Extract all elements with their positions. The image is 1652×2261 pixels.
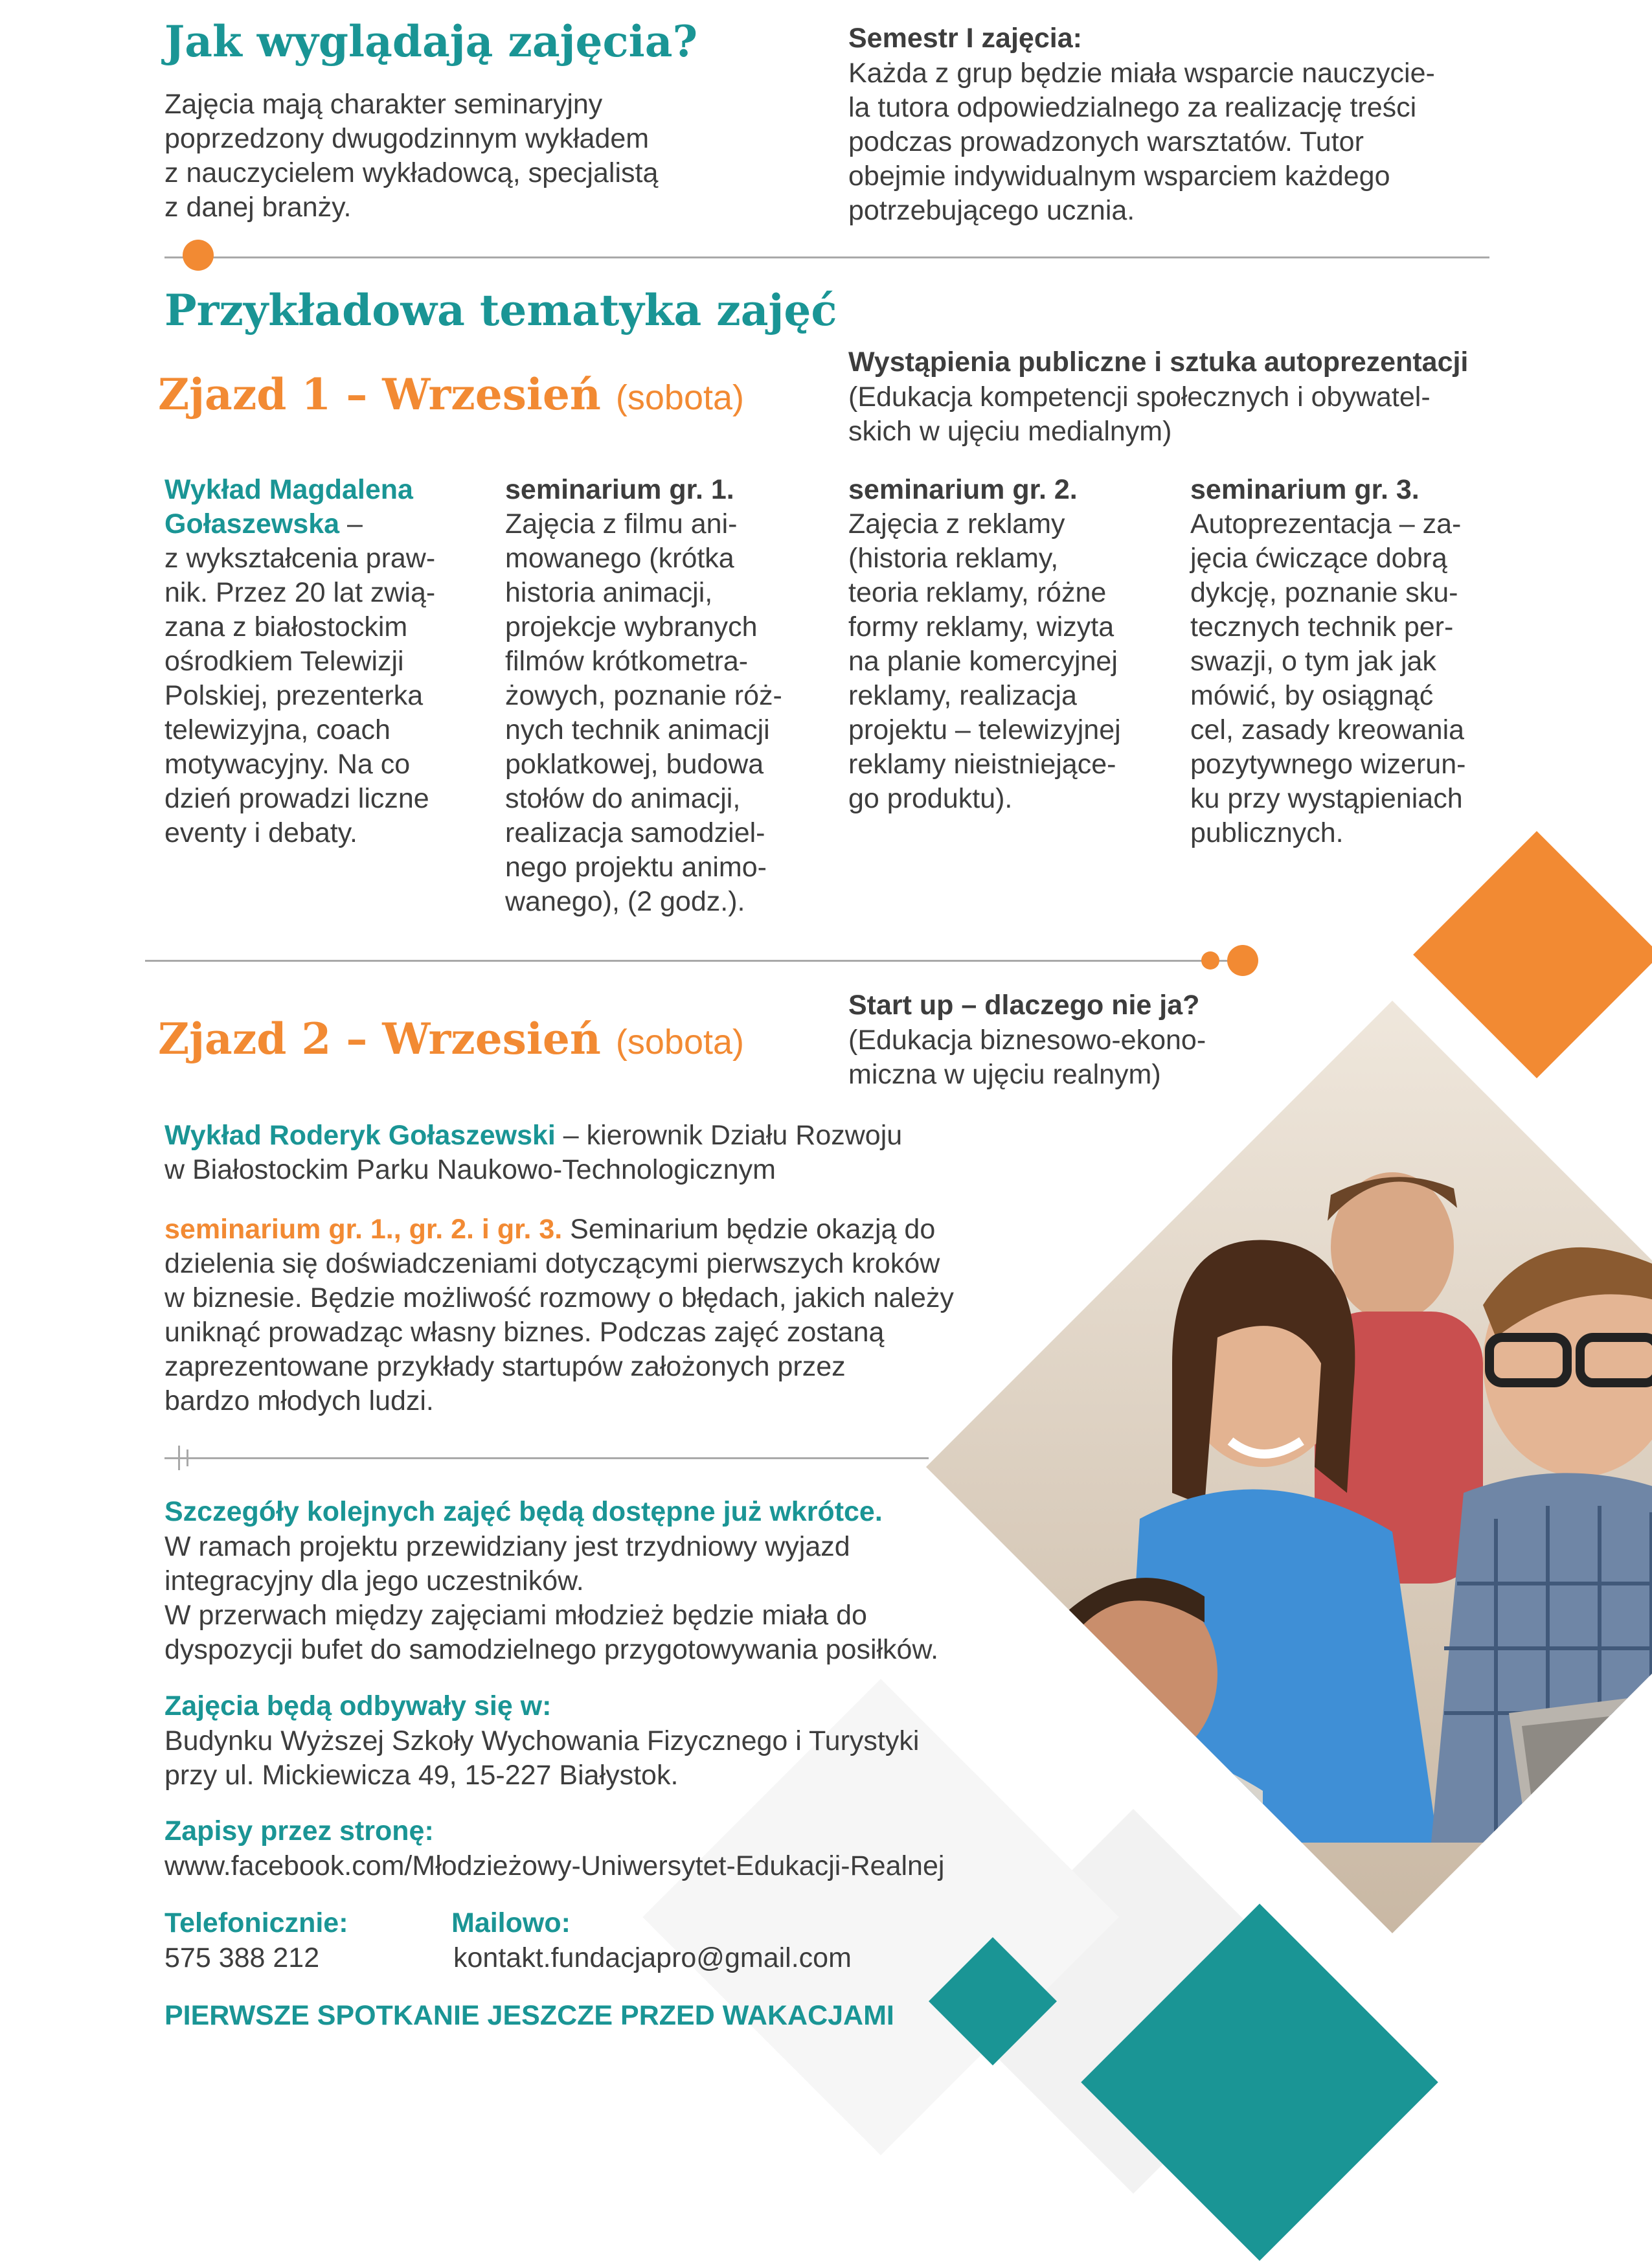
zjazd2-seminar xyxy=(164,1212,1032,1418)
zjazd1-sem2-title: seminarium gr. 2. xyxy=(848,474,1078,505)
zjazd2-lecture-text: – kierownik Działu Rozwoju w Białostockim Parku Naukowo-Technologicznym xyxy=(164,1120,903,1185)
intro-title: Jak wyglądają zajęcia? xyxy=(164,16,698,67)
zjazd2-lecture xyxy=(164,1119,1006,1187)
footer-note: PIERWSZE SPOTKANIE JESZCZE PRZED WAKACJAMI xyxy=(164,2000,894,2031)
zjazd1-title-text: Zjazd 1 – Wrzesień xyxy=(158,369,601,420)
zjazd1-sem1-text: Zajęcia z filmu ani- mowanego (krótka historia animacji, projekcje wybranych filmów krótkometra- żowych, poznanie róż- nych technik animacji poklatkowej, budowa stołów do animacji, realizacja samodziel- nego projektu animo- wanego), (2 godz.). xyxy=(505,508,782,917)
zjazd1-sem3-title: seminarium gr. 3. xyxy=(1190,474,1420,505)
divider-tick-1 xyxy=(178,1446,180,1470)
zjazd2-title-text: Zjazd 2 – Wrzesień xyxy=(158,1014,601,1064)
email-value[interactable]: kontakt.fundacjapro@gmail.com xyxy=(453,1942,852,1973)
zjazd1-title xyxy=(158,369,744,420)
semester-text: Każda z grup będzie miała wsparcie nauczycie- la tutora odpowiedzialnego za realizację treści podczas prowadzonych warsztatów. Tutor obejmie indywidualnym wsparciem każdego potrzebującego ucznia. xyxy=(848,58,1435,226)
location-text: Budynku Wyższej Szkoły Wychowania Fizycznego i Turystyki przy ul. Mickiewicza 49, 15-227 Białystok. xyxy=(164,1725,920,1791)
details-text: W ramach projektu przewidziany jest trzydniowy wyjazd integracyjny dla jego uczestników. W przerwach między zajęciami młodzież będzie miała do dyspozycji bufet do samodzielnego przygotowywania posiłków. xyxy=(164,1531,939,1665)
signup-url[interactable]: www.facebook.com/Młodzieżowy-Uniwersytet-Edukacji-Realnej xyxy=(164,1850,945,1881)
divider-3 xyxy=(164,1457,929,1459)
zjazd2-theme-title: Start up – dlaczego nie ja? xyxy=(848,990,1200,1021)
location-title: Zajęcia będą odbywały się w: xyxy=(164,1690,552,1721)
zjazd1-lecture xyxy=(164,473,488,850)
divider-tick-2 xyxy=(187,1449,188,1466)
divider-dot-small xyxy=(1201,951,1219,970)
divider-dot xyxy=(183,240,214,271)
zjazd1-sem2-text: Zajęcia z reklamy (historia reklamy, teoria reklamy, różne formy reklamy, wizyta na planie komercyjnej reklamy, realizacja projektu – telewizyjnej reklamy nieistniejące- go produktu). xyxy=(848,508,1121,814)
details-title: Szczegóły kolejnych zajęć będą dostępne już wkrótce. xyxy=(164,1496,883,1527)
zjazd1-seminar-1 xyxy=(505,473,829,919)
zjazd1-theme-title: Wystąpienia publiczne i sztuka autoprezentacji xyxy=(848,347,1469,378)
intro-text: Zajęcia mają charakter seminaryjny poprzedzony dwugodzinnym wykładem z nauczycielem wykładowcą, specjalistą z danej branży. xyxy=(164,89,659,223)
divider-2 xyxy=(145,960,1239,962)
email-title: Mailowo: xyxy=(451,1907,571,1938)
divider-1 xyxy=(164,256,1489,258)
phone-title: Telefonicznie: xyxy=(164,1907,348,1938)
zjazd1-lecture-text: z wykształcenia praw- nik. Przez 20 lat zwią- zana z białostockim ośrodkiem Telewizji Polskiej, prezenterka telewizyjna, coach motywacyjny. Na co dzień prowadzi liczne eventy i debaty. xyxy=(164,543,436,848)
zjazd1-lecture-name: Wykład Magdalena Gołaszewska xyxy=(164,474,413,540)
zjazd1-seminar-2 xyxy=(848,473,1185,816)
divider-dot-large xyxy=(1227,945,1258,976)
zjazd1-lecture-dash: – xyxy=(339,508,363,540)
students-photo xyxy=(926,1001,1652,1933)
zjazd2-sem-title: seminarium gr. 1., gr. 2. i gr. 3. xyxy=(164,1214,563,1245)
zjazd1-sem1-title: seminarium gr. 1. xyxy=(505,474,734,505)
topics-title: Przykładowa tematyka zajęć xyxy=(164,285,837,335)
zjazd2-lecture-name: Wykład Roderyk Gołaszewski xyxy=(164,1120,556,1151)
signup-title: Zapisy przez stronę: xyxy=(164,1815,434,1846)
semester-title: Semestr I zajęcia: xyxy=(848,23,1082,54)
zjazd2-sem-text: Seminarium będzie okazją do dzielenia się doświadczeniami dotyczącymi pierwszych kroków w biznesie. Będzie możliwość rozmowy o błędach, jakich należy uniknąć prowadząc własny biznes. Podczas zajęć zostaną zaprezentowane przykłady startupów założonych przez bardzo młodych ludzi. xyxy=(164,1214,954,1416)
students-photo-illustration xyxy=(926,1001,1652,1933)
zjazd2-title xyxy=(158,1014,744,1064)
phone-value[interactable]: 575 388 212 xyxy=(164,1942,320,1973)
zjazd2-theme-text: (Edukacja biznesowo-ekono- miczna w ujęciu realnym) xyxy=(848,1025,1206,1090)
zjazd1-sem3-text: Autoprezentacja – za- jęcia ćwiczące dobrą dykcję, poznanie sku- tecznych technik per- swazji, o tym jak jak mówić, by osiągnąć cel, zasady kreowania pozytywnego wizerun- ku przy wystąpieniach publicznych. xyxy=(1190,508,1466,848)
decor-diamond-orange xyxy=(1413,831,1652,1078)
zjazd2-day: (sobota) xyxy=(615,1023,745,1062)
zjazd1-seminar-3 xyxy=(1190,473,1527,850)
zjazd1-day: (sobota) xyxy=(615,378,745,417)
zjazd1-theme-text: (Edukacja kompetencji społecznych i obywatel- skich w ujęciu medialnym) xyxy=(848,381,1431,447)
